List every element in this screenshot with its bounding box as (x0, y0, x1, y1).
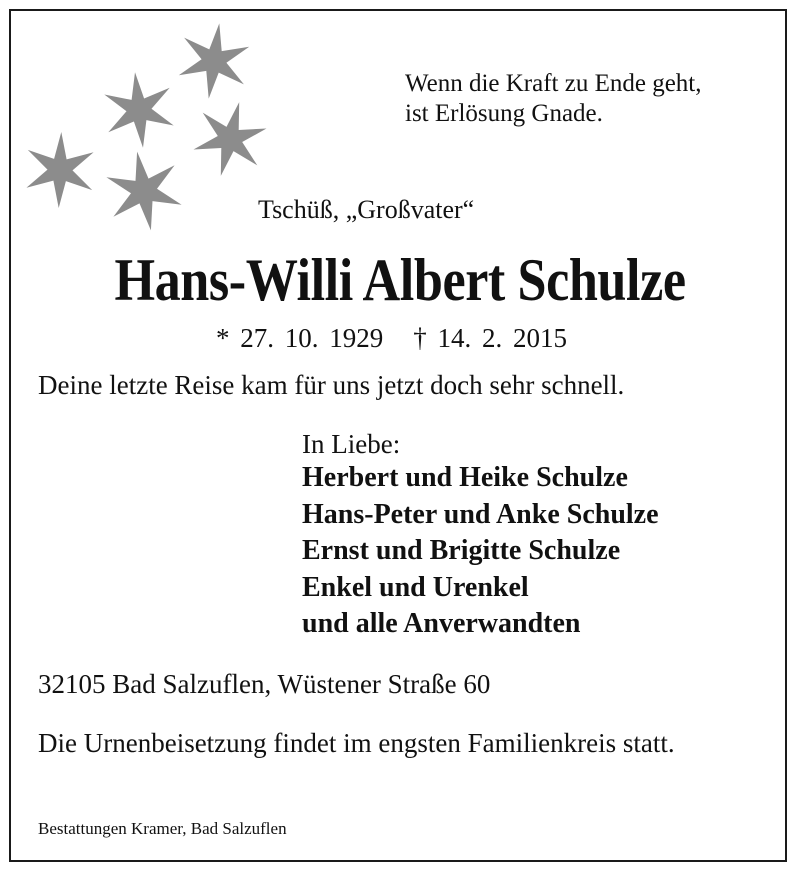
farewell-message: Deine letzte Reise kam für uns jetzt doch sehr schnell. (38, 370, 625, 400)
farewell-line: Tschüß, „Großvater“ (258, 195, 475, 224)
mourner-name: und alle Anverwandten (302, 608, 581, 639)
birth-date: * 27. 10. 1929 (216, 323, 384, 353)
star-icon (194, 102, 267, 176)
death-date: † 14. 2. 2015 (413, 323, 567, 353)
star-icon (26, 132, 93, 208)
star-icon (106, 152, 181, 231)
motto-line-1: Wenn die Kraft zu Ende geht, (405, 70, 702, 97)
mourning-address: 32105 Bad Salzuflen, Wüstener Straße 60 (38, 669, 491, 699)
stars-decoration (20, 20, 270, 240)
deceased-name: Hans-Willi Albert Schulze (114, 247, 686, 313)
mourners-block (302, 428, 659, 643)
funeral-note: Die Urnenbeisetzung findet im engsten Familienkreis statt. (38, 728, 675, 758)
life-dates (216, 322, 567, 354)
mourner-name: Hans-Peter und Anke Schulze (302, 498, 659, 530)
mourner-name: Ernst und Brigitte Schulze (302, 535, 621, 566)
star-icon (179, 23, 249, 98)
undertaker: Bestattungen Kramer, Bad Salzuflen (38, 819, 287, 838)
mourner-name: Enkel und Urenkel (302, 571, 529, 603)
motto (405, 69, 701, 129)
star-icon (104, 72, 173, 148)
motto-line-2: ist Erlösung Gnade. (405, 100, 603, 127)
mourners-list (302, 460, 659, 643)
mourners-intro: In Liebe: (302, 429, 401, 459)
mourner-name: Herbert und Heike Schulze (302, 462, 628, 493)
